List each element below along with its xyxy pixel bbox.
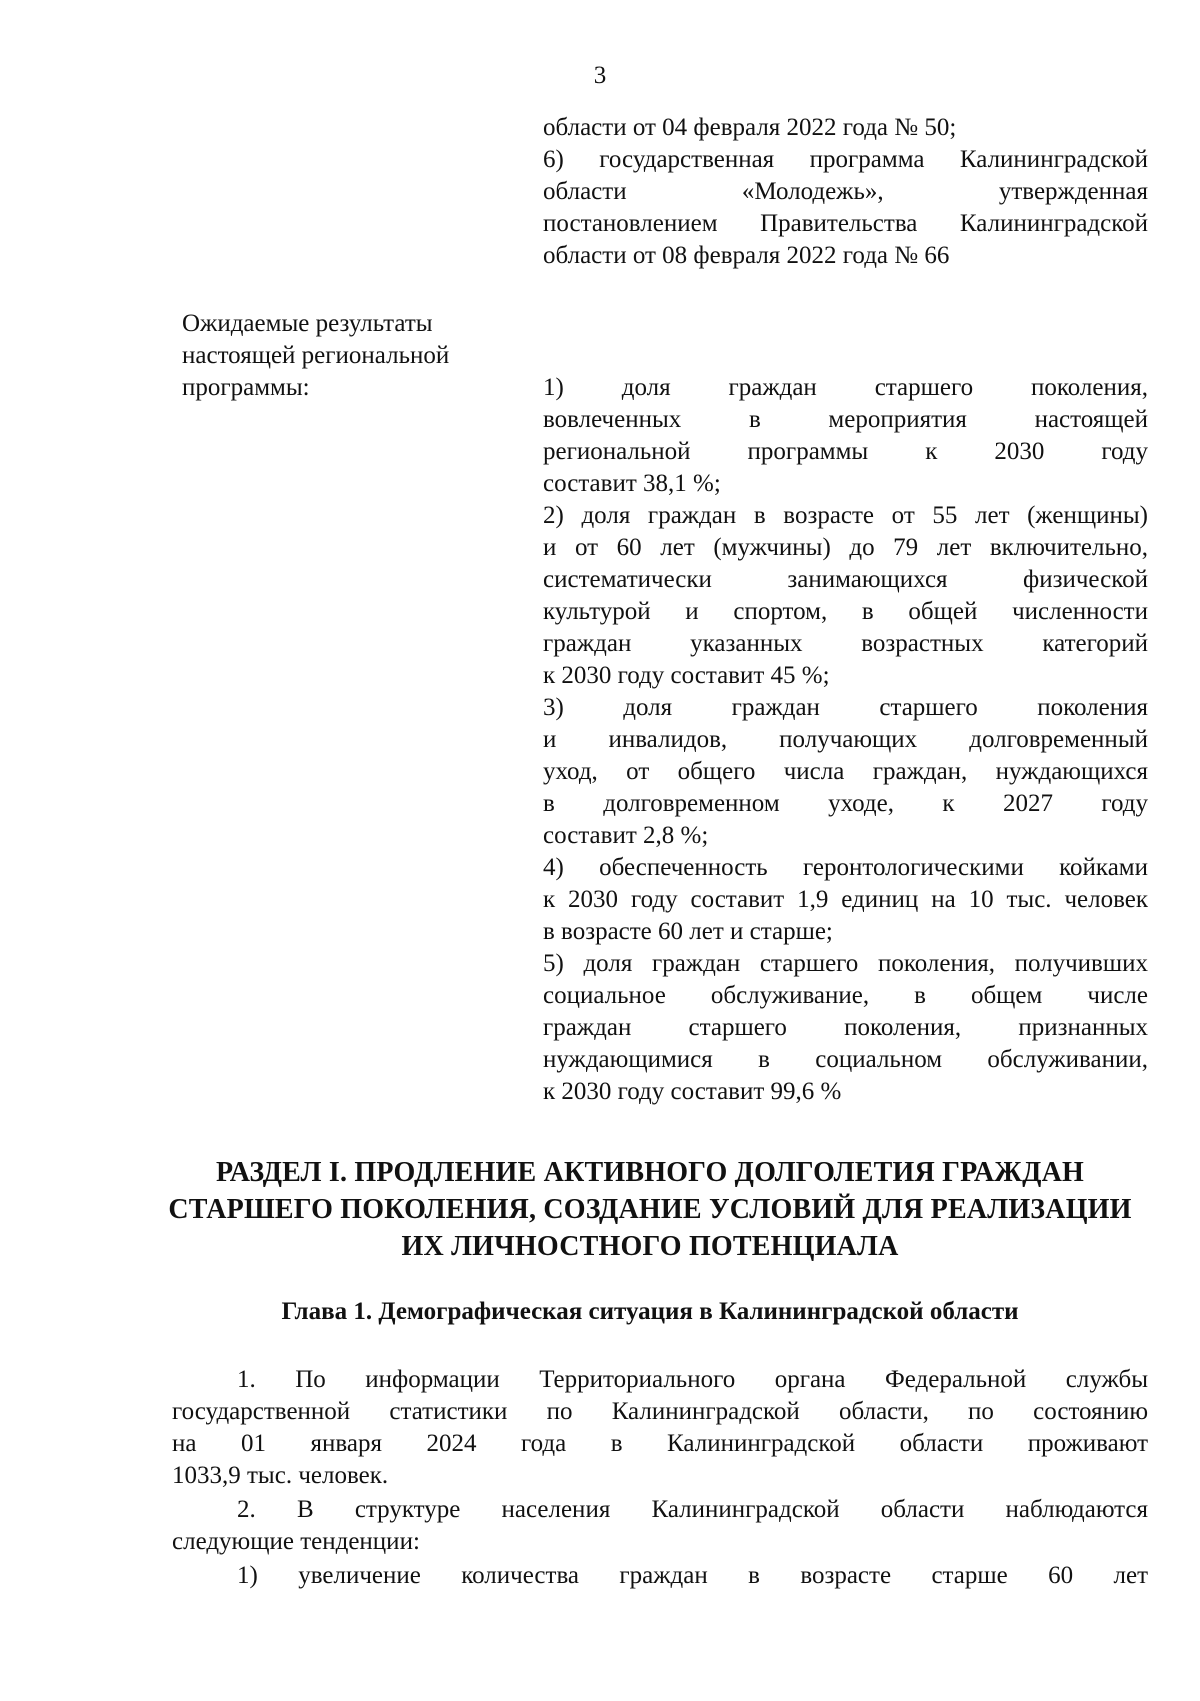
- text-line: культурой и спортом, в общей численности: [543, 598, 1148, 625]
- text-line: составит 38,1 %;: [543, 470, 721, 497]
- text-line: граждан старшего поколения, признанных: [543, 1014, 1148, 1041]
- paragraph-line: 1033,9 тыс. человек.: [172, 1462, 389, 1489]
- text-line: и инвалидов, получающих долговременный: [543, 726, 1148, 753]
- chapter-heading: Глава 1. Демографическая ситуация в Калининградской области: [281, 1298, 1019, 1325]
- text-line: граждан указанных возрастных категорий: [543, 630, 1148, 657]
- text-line: области от 04 февраля 2022 года № 50;: [543, 114, 957, 141]
- text-line: 5) доля граждан старшего поколения, получивших: [543, 950, 1148, 977]
- text-line: 3) доля граждан старшего поколения: [543, 694, 1148, 721]
- label-line: Ожидаемые результаты: [182, 310, 433, 337]
- paragraph-line: следующие тенденции:: [172, 1528, 420, 1555]
- text-line: уход, от общего числа граждан, нуждающихся: [543, 758, 1148, 785]
- text-line: социальное обслуживание, в общем числе: [543, 982, 1148, 1009]
- text-line: вовлеченных в мероприятия настоящей: [543, 406, 1148, 433]
- text-line: и от 60 лет (мужчины) до 79 лет включительно,: [543, 534, 1148, 561]
- text-line: постановлением Правительства Калининградской: [543, 210, 1148, 237]
- label-line: программы:: [182, 374, 310, 401]
- section-heading-line: РАЗДЕЛ I. ПРОДЛЕНИЕ АКТИВНОГО ДОЛГОЛЕТИЯ ГРАЖДАН: [215, 1157, 1085, 1188]
- text-line: систематически занимающихся физической: [543, 566, 1148, 593]
- text-line: 4) обеспеченность геронтологическими койками: [543, 854, 1148, 881]
- text-line: к 2030 году составит 1,9 единиц на 10 тыс. человек: [543, 886, 1148, 913]
- text-line: 6) государственная программа Калининградской: [543, 146, 1148, 173]
- text-line: региональной программы к 2030 году: [543, 438, 1148, 465]
- paragraph-line: 1. По информации Территориального органа Федеральной службы: [237, 1366, 1148, 1393]
- text-line: области «Молодежь», утвержденная: [543, 178, 1148, 205]
- text-line: к 2030 году составит 99,6 %: [543, 1078, 842, 1105]
- text-line: 2) доля граждан в возрасте от 55 лет (женщины): [543, 502, 1148, 529]
- paragraph-line: 2. В структуре населения Калининградской области наблюдаются: [237, 1496, 1148, 1523]
- text-line: составит 2,8 %;: [543, 822, 709, 849]
- text-line: нуждающимися в социальном обслуживании,: [543, 1046, 1148, 1073]
- page-number: 3: [593, 62, 607, 89]
- text-line: 1) доля граждан старшего поколения,: [543, 374, 1148, 401]
- paragraph-line: 1) увеличение количества граждан в возрасте старше 60 лет: [237, 1562, 1148, 1589]
- section-heading-line: СТАРШЕГО ПОКОЛЕНИЯ, СОЗДАНИЕ УСЛОВИЙ ДЛЯ РЕАЛИЗАЦИИ: [168, 1194, 1132, 1225]
- paragraph-line: государственной статистики по Калининградской области, по состоянию: [172, 1398, 1148, 1425]
- paragraph-line: на 01 января 2024 года в Калининградской области проживают: [172, 1430, 1148, 1457]
- text-line: к 2030 году составит 45 %;: [543, 662, 830, 689]
- label-line: настоящей региональной: [182, 342, 450, 369]
- section-heading-line: ИХ ЛИЧНОСТНОГО ПОТЕНЦИАЛА: [401, 1231, 899, 1262]
- text-line: в долговременном уходе, к 2027 году: [543, 790, 1148, 817]
- text-line: в возрасте 60 лет и старше;: [543, 918, 833, 945]
- text-line: области от 08 февраля 2022 года № 66: [543, 242, 950, 269]
